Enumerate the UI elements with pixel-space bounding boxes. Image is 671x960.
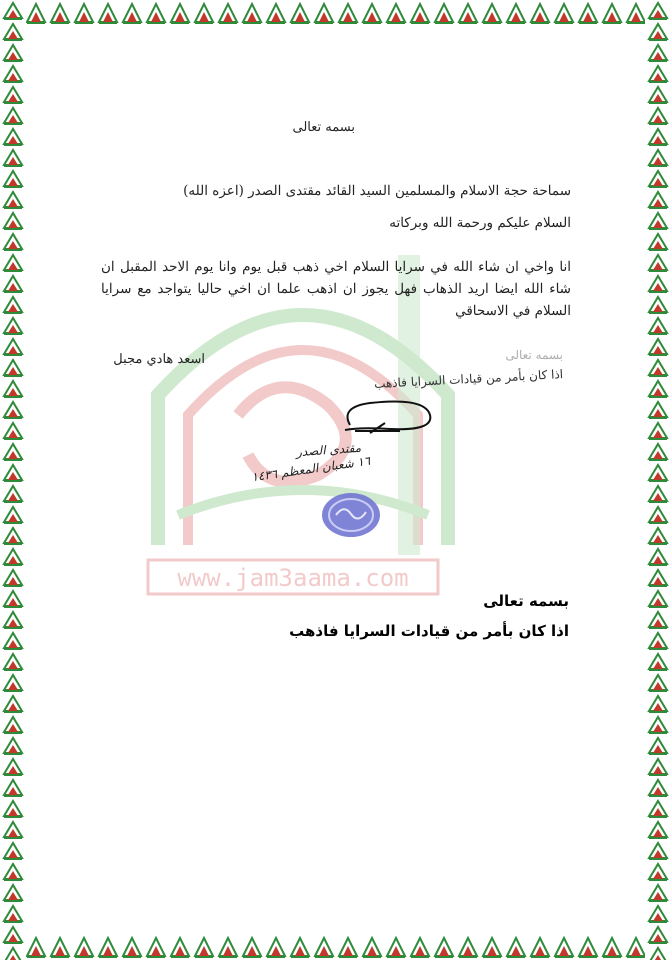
letter-sender: اسعد هادي مجبل <box>113 352 205 367</box>
footer-basmala: بسمه تعالى <box>483 592 569 610</box>
signature-scribble <box>330 395 440 445</box>
signature-name: مقتدى الصدر <box>295 440 362 460</box>
letter-addressee: سماحة حجة الاسلام والمسلمين السيد القائد مقتدى الصدر (اعزه الله) <box>183 183 571 199</box>
watermark-url: www.jam3aama.com <box>177 564 409 592</box>
letter-body: انا واخي ان شاء الله في سرايا السلام اخي ذهب قبل يوم وانا يوم الاحد المقبل ان شاء الله ايضا اريد الذهاب فهل يجوز ان اذهب علما ان اخي حاليا يتواجد مع سرايا السلام في الاسحاقي <box>101 259 571 319</box>
letter-basmala: بسمه تعالى <box>292 120 355 135</box>
decorative-border-right <box>645 0 671 960</box>
decorative-border-bottom <box>0 934 671 960</box>
official-seal-stamp <box>320 490 382 540</box>
decorative-border-left <box>0 0 26 960</box>
handwritten-reply-line2: اذا كان بأمر من قيادات السرايا فاذهب <box>373 367 564 391</box>
handwritten-reply-line1: بسمه تعالى <box>505 348 563 362</box>
letter-greeting: السلام عليكم ورحمة الله وبركاته <box>389 215 571 231</box>
signature-date: ١٦ شعبان المعظم ١٤٣٦ <box>250 453 372 485</box>
decorative-border-top <box>0 0 671 26</box>
footer-reply-text: اذا كان بأمر من قيادات السرايا فاذهب <box>289 622 569 640</box>
